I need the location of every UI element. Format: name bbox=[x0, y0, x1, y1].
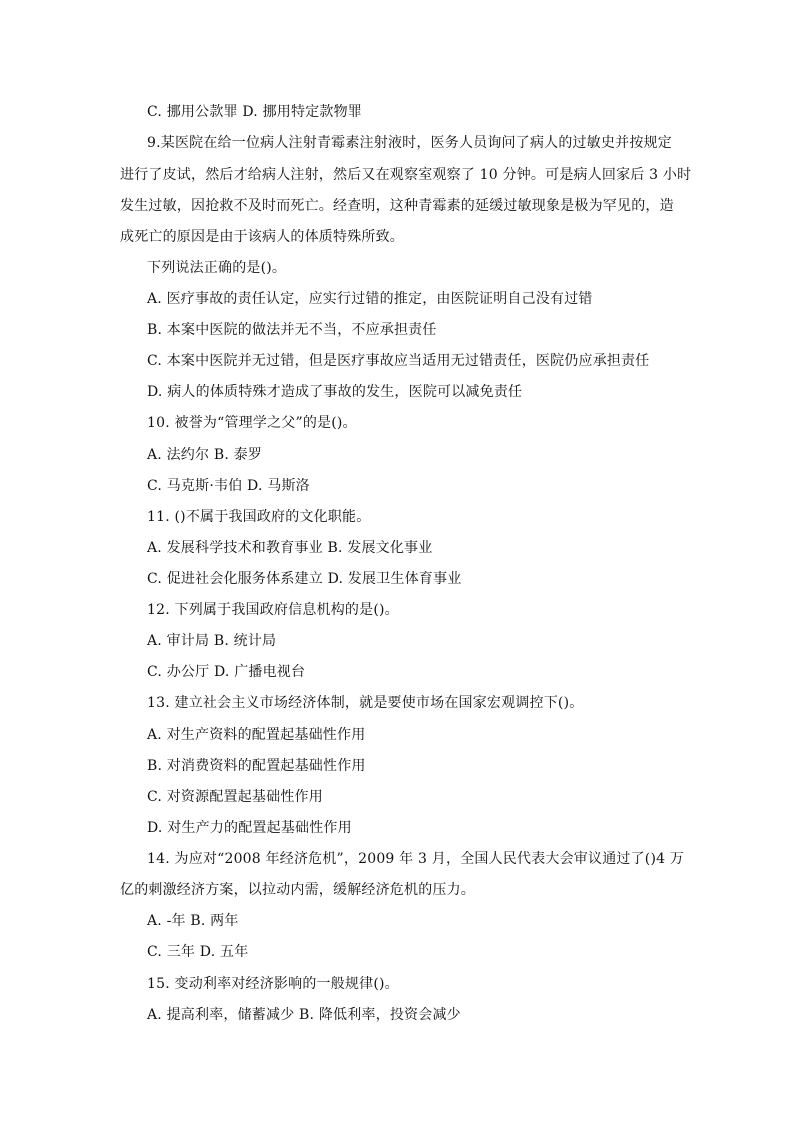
question-10-options-ab: A. 法约尔 B. 泰罗 bbox=[147, 447, 263, 463]
question-11-options-cd: C. 促进社会化服务体系建立 D. 发展卫生体育事业 bbox=[147, 571, 462, 587]
question-13-option-d: D. 对生产力的配置起基础性作用 bbox=[147, 820, 352, 836]
question-9-option-c: C. 本案中医院并无过错，但是医疗事故应当适用无过错责任，医院仍应承担责任 bbox=[147, 353, 650, 369]
question-12-options-cd: C. 办公厅 D. 广播电视台 bbox=[147, 664, 306, 680]
question-9-stem: 9.某医院在给一位病人注射青霉素注射液时，医务人员询问了病人的过敏史并按规定 bbox=[147, 135, 672, 151]
question-13-option-a: A. 对生产资料的配置起基础性作用 bbox=[147, 727, 366, 743]
question-13-stem: 13. 建立社会主义市场经济体制，就是要使市场在国家宏观调控下()。 bbox=[147, 695, 584, 711]
question-13-option-b: B. 对消费资料的配置起基础性作用 bbox=[147, 758, 366, 774]
question-14-stem-cont: 亿的刺激经济方案，以拉动内需，缓解经济危机的压力。 bbox=[120, 882, 475, 898]
question-9-prompt: 下列说法正确的是()。 bbox=[147, 260, 287, 276]
question-14-options-cd: C. 三年 D. 五年 bbox=[147, 944, 249, 960]
question-9-stem-cont: 进行了皮试，然后才给病人注射，然后又在观察室观察了 10 分钟。可是病人回家后 3 小时 bbox=[120, 167, 692, 183]
question-9-option-d: D. 病人的体质特殊才造成了事故的发生，医院可以减免责任 bbox=[147, 384, 523, 400]
question-9-stem-cont: 成死亡的原因是由于该病人的体质特殊所致。 bbox=[120, 229, 404, 245]
question-13-option-c: C. 对资源配置起基础性作用 bbox=[147, 789, 323, 805]
question-9-stem-cont: 发生过敏，因抢救不及时而死亡。经查明，这种青霉素的延缓过敏现象是极为罕见的，造 bbox=[120, 198, 674, 214]
question-15-options-ab: A. 提高利率，储蓄减少 B. 降低利率，投资会减少 bbox=[147, 1007, 461, 1023]
question-11-options-ab: A. 发展科学技术和教育事业 B. 发展文化事业 bbox=[147, 540, 433, 556]
question-11-stem: 11. ()不属于我国政府的文化职能。 bbox=[147, 509, 371, 525]
question-9-option-b: B. 本案中医院的做法并无不当，不应承担责任 bbox=[147, 322, 437, 338]
question-14-stem: 14. 为应对“2008 年经济危机”，2009 年 3 月，全国人民代表大会审议通过了()4 万 bbox=[147, 851, 685, 867]
question-15-stem: 15. 变动利率对经济影响的一般规律()。 bbox=[147, 976, 399, 992]
question-9-option-a: A. 医疗事故的责任认定，应实行过错的推定，由医院证明自己没有过错 bbox=[147, 291, 593, 307]
option-line-q8-cd: C. 挪用公款罪 D. 挪用特定款物罪 bbox=[147, 104, 362, 120]
question-12-stem: 12. 下列属于我国政府信息机构的是()。 bbox=[147, 602, 399, 618]
question-10-stem: 10. 被誉为“管理学之父”的是()。 bbox=[147, 415, 357, 431]
question-14-options-ab: A. -年 B. 两年 bbox=[147, 913, 239, 929]
question-10-options-cd: C. 马克斯·韦伯 D. 马斯洛 bbox=[147, 478, 310, 494]
question-12-options-ab: A. 审计局 B. 统计局 bbox=[147, 633, 277, 649]
